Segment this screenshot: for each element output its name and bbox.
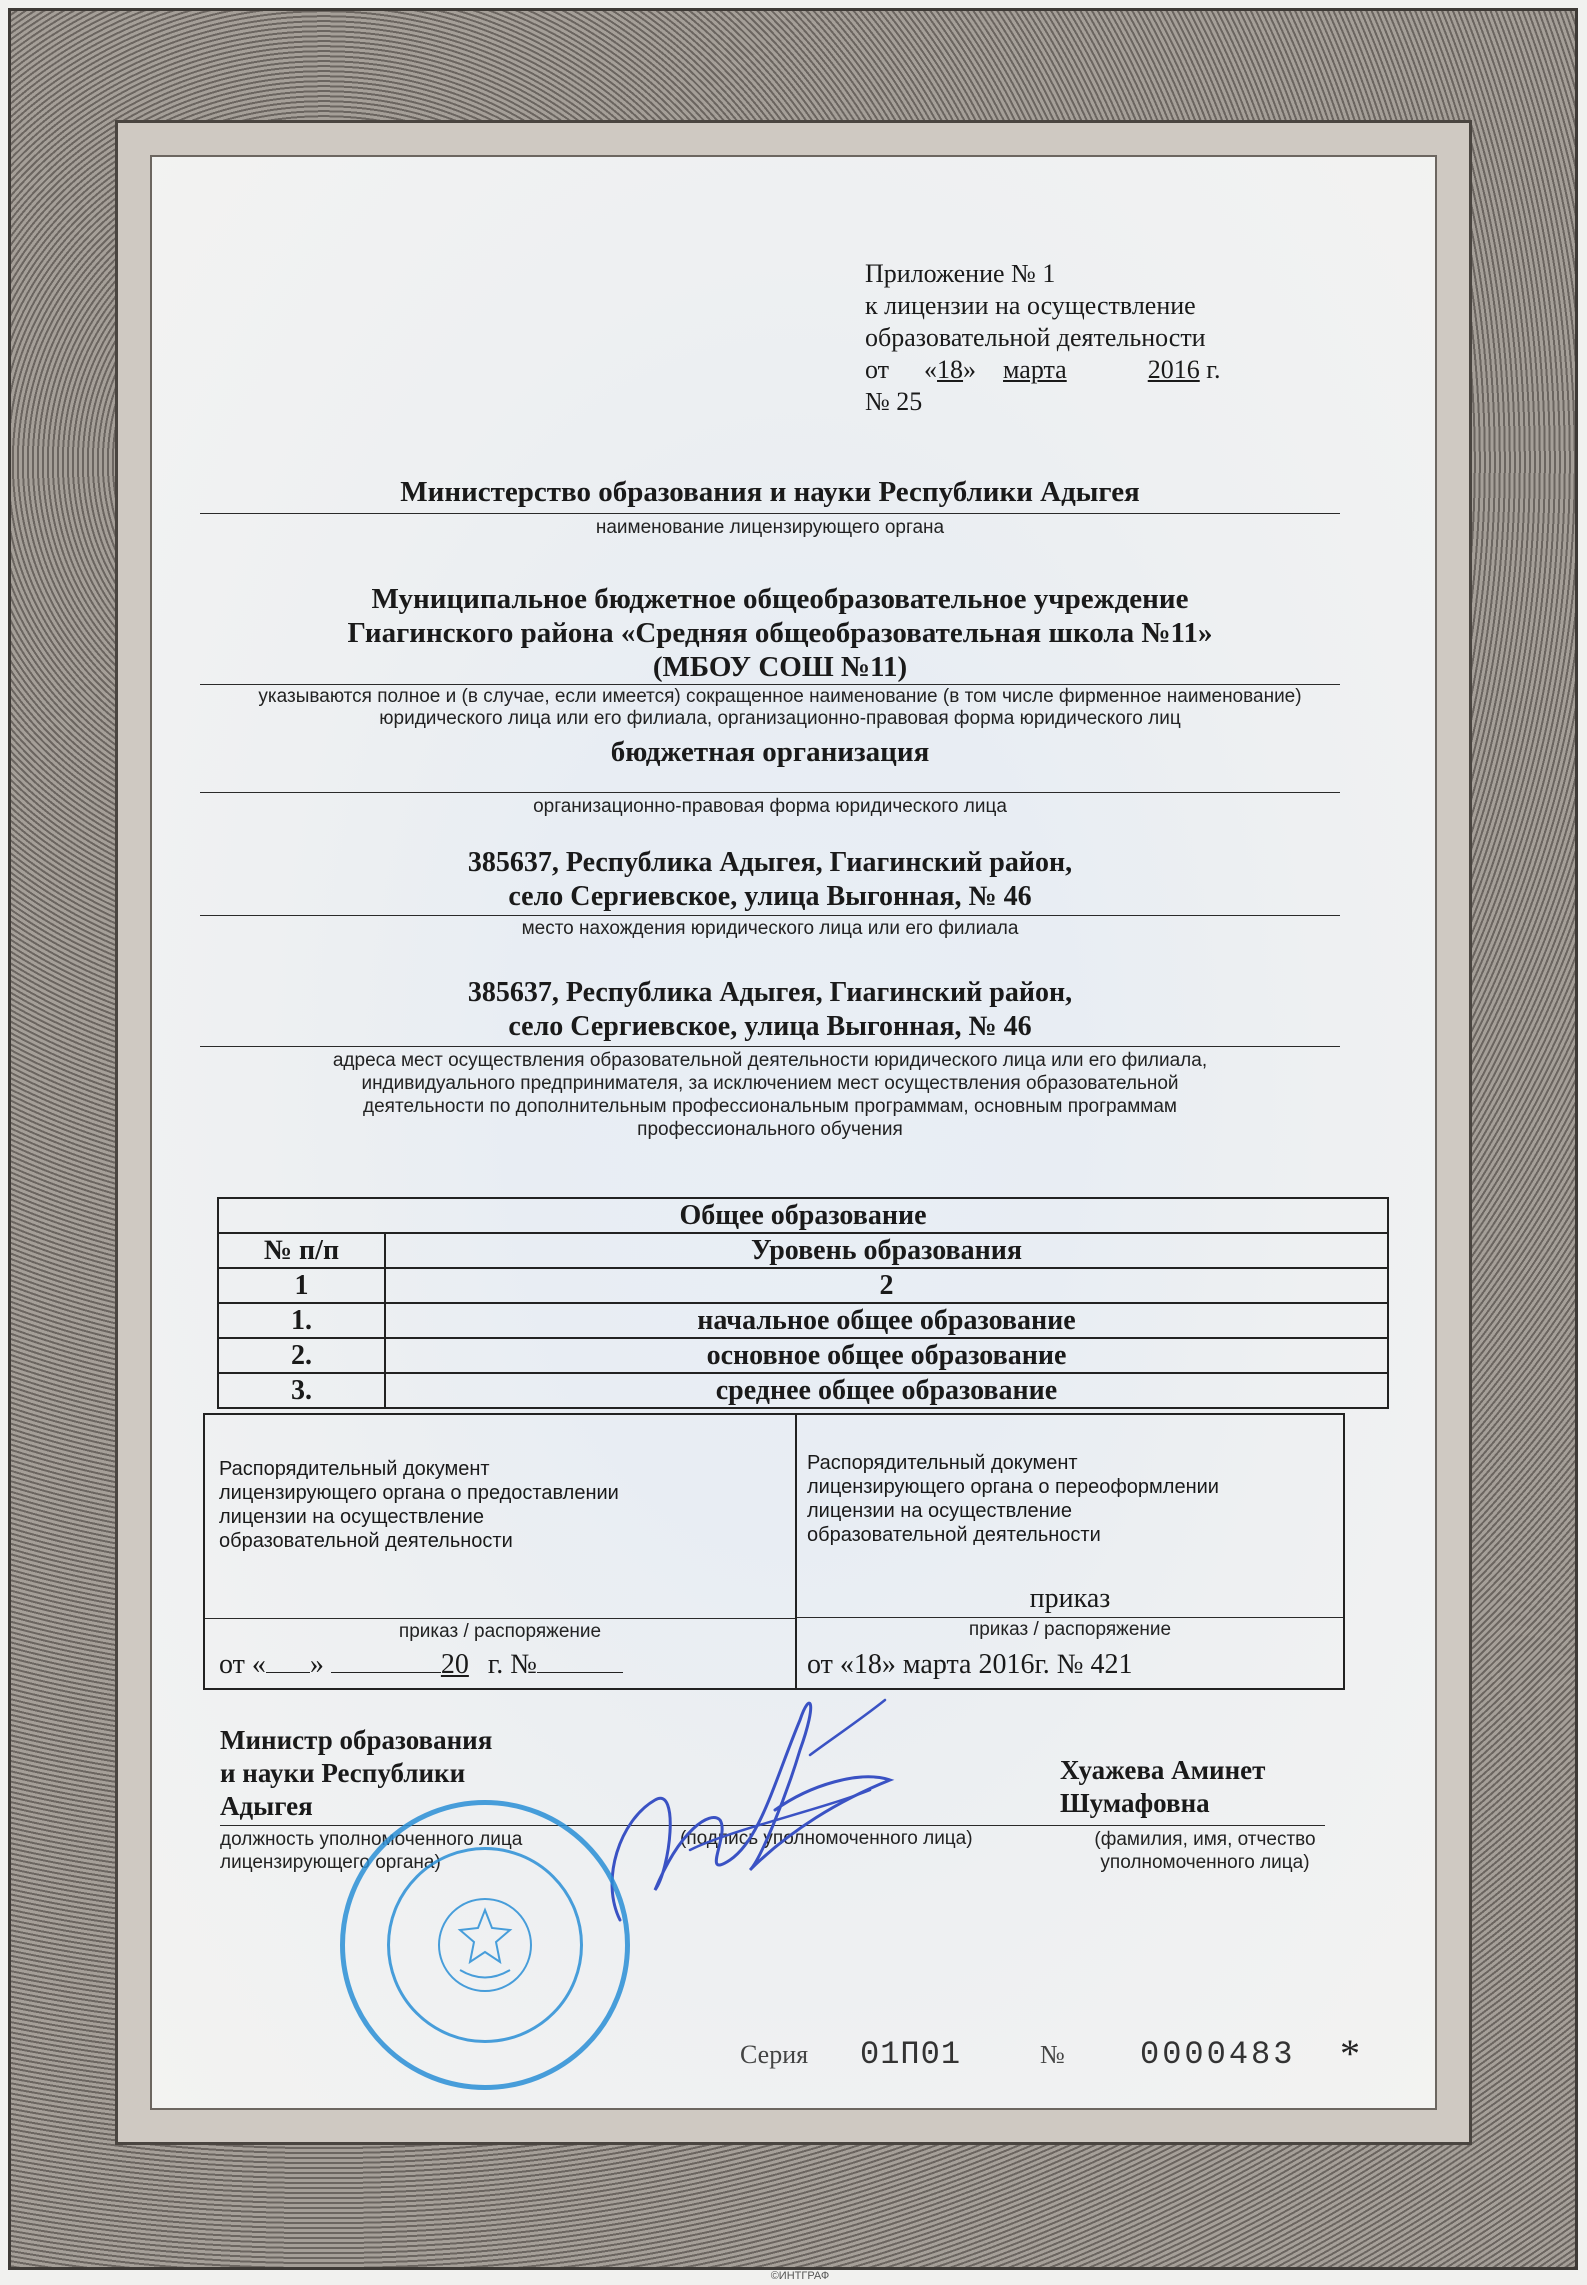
grant-quote-close: » [309, 1649, 324, 1680]
activity-caption [200, 1049, 1340, 1141]
date-open-quote: « [924, 355, 938, 384]
activity-caption2: индивидуального предпринимателя, за исключением мест осуществления образовательной [361, 1073, 1179, 1094]
divider [200, 684, 1340, 685]
row-number: 1. [218, 1303, 385, 1338]
activity-caption1: адреса мест осуществления образовательной деятельности юридического лица или его филиала, [332, 1050, 1208, 1071]
column-header-number: № п/п [218, 1233, 385, 1268]
table-row [218, 1338, 1388, 1373]
position-caption1: должность уполномоченного лица [220, 1829, 523, 1850]
organization-line1: Муниципальное бюджетное общеобразовательное учреждение [371, 583, 1189, 615]
date-month: марта [1003, 355, 1067, 384]
grant-title3: лицензии на осуществление [219, 1506, 484, 1528]
divider [797, 1617, 1343, 1618]
grant-year: 20 [440, 1649, 469, 1680]
appendix-header [865, 258, 1285, 418]
appendix-line2: к лицензии на осуществление [865, 291, 1196, 320]
series-value: 01П01 [860, 2036, 962, 2073]
position-line2: и науки Республики [220, 1758, 466, 1788]
name-caption [1070, 1828, 1340, 1874]
table-row [218, 1303, 1388, 1338]
printer-mark: ©ИНТГРАФ [770, 2270, 830, 2282]
row-number: 2. [218, 1338, 385, 1373]
appendix-line1: Приложение № 1 [865, 259, 1056, 288]
row-level: основное общее образование [385, 1338, 1388, 1373]
grant-title2: лицензирующего органа о предоставлении [219, 1482, 619, 1504]
licensing-body-caption: наименование лицензирующего органа [595, 517, 945, 538]
organization-name [160, 582, 1400, 684]
seal-inner-ring [387, 1847, 583, 2043]
grant-type-caption: приказ / распоряжение [398, 1621, 602, 1642]
activity-address [200, 976, 1340, 1044]
grant-document-box [203, 1413, 797, 1690]
column-index-1: 1 [218, 1268, 385, 1303]
reissue-type-caption: приказ / распоряжение [968, 1619, 1172, 1640]
coat-of-arms-icon [438, 1898, 532, 1992]
divider [200, 513, 1340, 514]
reissue-date: от «18» марта 2016г. № 421 [807, 1649, 1133, 1680]
serial-number: 0000483 [1140, 2036, 1296, 2073]
organization-line3: (МБОУ СОШ №11) [652, 651, 908, 683]
series-label: Серия [740, 2040, 809, 2069]
grant-document-title [219, 1457, 779, 1553]
date-close-quote: » [963, 355, 977, 384]
divider [200, 1046, 1340, 1047]
name-line1: Хуажева Аминет [1060, 1755, 1266, 1785]
number-label: № [1040, 2040, 1065, 2069]
location-line1: 385637, Республика Адыгея, Гиагинский район, [467, 847, 1073, 878]
legal-form-caption: организационно-правовая форма юридического лица [533, 796, 1007, 817]
table-row [218, 1373, 1388, 1408]
reissue-title4: образовательной деятельности [807, 1524, 1101, 1546]
name-caption1: (фамилия, имя, отчество [1094, 1829, 1316, 1850]
date-year-suffix: г. [1206, 355, 1221, 384]
divider [205, 1618, 795, 1619]
grant-from: от « [219, 1649, 266, 1680]
appendix-line3: образовательной деятельности [865, 323, 1206, 352]
activity-caption3: деятельности по дополнительным профессиональным программам, основным программам [363, 1096, 1177, 1117]
date-from: от [865, 355, 890, 384]
row-level: начальное общее образование [385, 1303, 1388, 1338]
official-name [1060, 1754, 1350, 1820]
location-address [200, 846, 1340, 914]
grant-title1: Распорядительный документ [219, 1458, 490, 1480]
organization-caption2: юридического лица или его филиала, организационно-правовая форма юридического лиц [379, 708, 1181, 729]
table-title-row [218, 1198, 1388, 1233]
position-line3: Адыгея [220, 1791, 313, 1821]
table-index-row [218, 1268, 1388, 1303]
reissue-title1: Распорядительный документ [807, 1452, 1078, 1474]
row-level: среднее общее образование [385, 1373, 1388, 1408]
column-header-level: Уровень образования [385, 1233, 1388, 1268]
grant-number-label: г. № [487, 1649, 537, 1680]
organization-caption1: указываются полное и (в случае, если имеется) сокращенное наименование (в том числе фирменное наименование) [258, 686, 1302, 707]
name-line2: Шумафовна [1060, 1788, 1210, 1818]
date-day: 18 [937, 355, 964, 384]
activity-line1: 385637, Республика Адыгея, Гиагинский район, [467, 977, 1073, 1008]
signature-caption: (подпись уполномоченного лица) [680, 1828, 973, 1849]
reissue-document-title [807, 1451, 1337, 1547]
organization-caption [160, 686, 1400, 730]
activity-line2: село Сергиевское, улица Выгонная, № 46 [508, 1011, 1032, 1042]
legal-form-value: бюджетная организация [610, 736, 930, 768]
table-title: Общее образование [218, 1198, 1388, 1233]
reissue-document-box [795, 1413, 1345, 1690]
position-line1: Министр образования [220, 1725, 493, 1755]
appendix-date [865, 354, 1285, 386]
reissue-title2: лицензирующего органа о переоформлении [807, 1476, 1219, 1498]
education-levels-table [217, 1197, 1389, 1409]
location-line2: село Сергиевское, улица Выгонная, № 46 [508, 881, 1032, 912]
date-year: 2016 [1147, 355, 1200, 384]
grant-title4: образовательной деятельности [219, 1530, 513, 1552]
appendix-number: № 25 [865, 387, 923, 416]
row-number: 3. [218, 1373, 385, 1408]
position-caption2: лицензирующего органа) [220, 1852, 441, 1873]
activity-caption4: профессионального обучения [637, 1119, 903, 1140]
licensing-body-name: Министерство образования и науки Республики Адыгея [400, 476, 1140, 508]
divider [200, 915, 1340, 916]
organization-line2: Гиагинского района «Средняя общеобразовательная школа №11» [347, 617, 1213, 649]
location-caption: место нахождения юридического лица или его филиала [521, 918, 1019, 939]
name-caption2: уполномоченного лица) [1100, 1852, 1310, 1873]
table-header-row [218, 1233, 1388, 1268]
reissue-title3: лицензии на осуществление [807, 1500, 1072, 1522]
serial-mark: * [1340, 2031, 1360, 2076]
reissue-type: приказ [1029, 1583, 1111, 1614]
official-seal [340, 1800, 630, 2090]
column-index-2: 2 [385, 1268, 1388, 1303]
divider [200, 792, 1340, 793]
